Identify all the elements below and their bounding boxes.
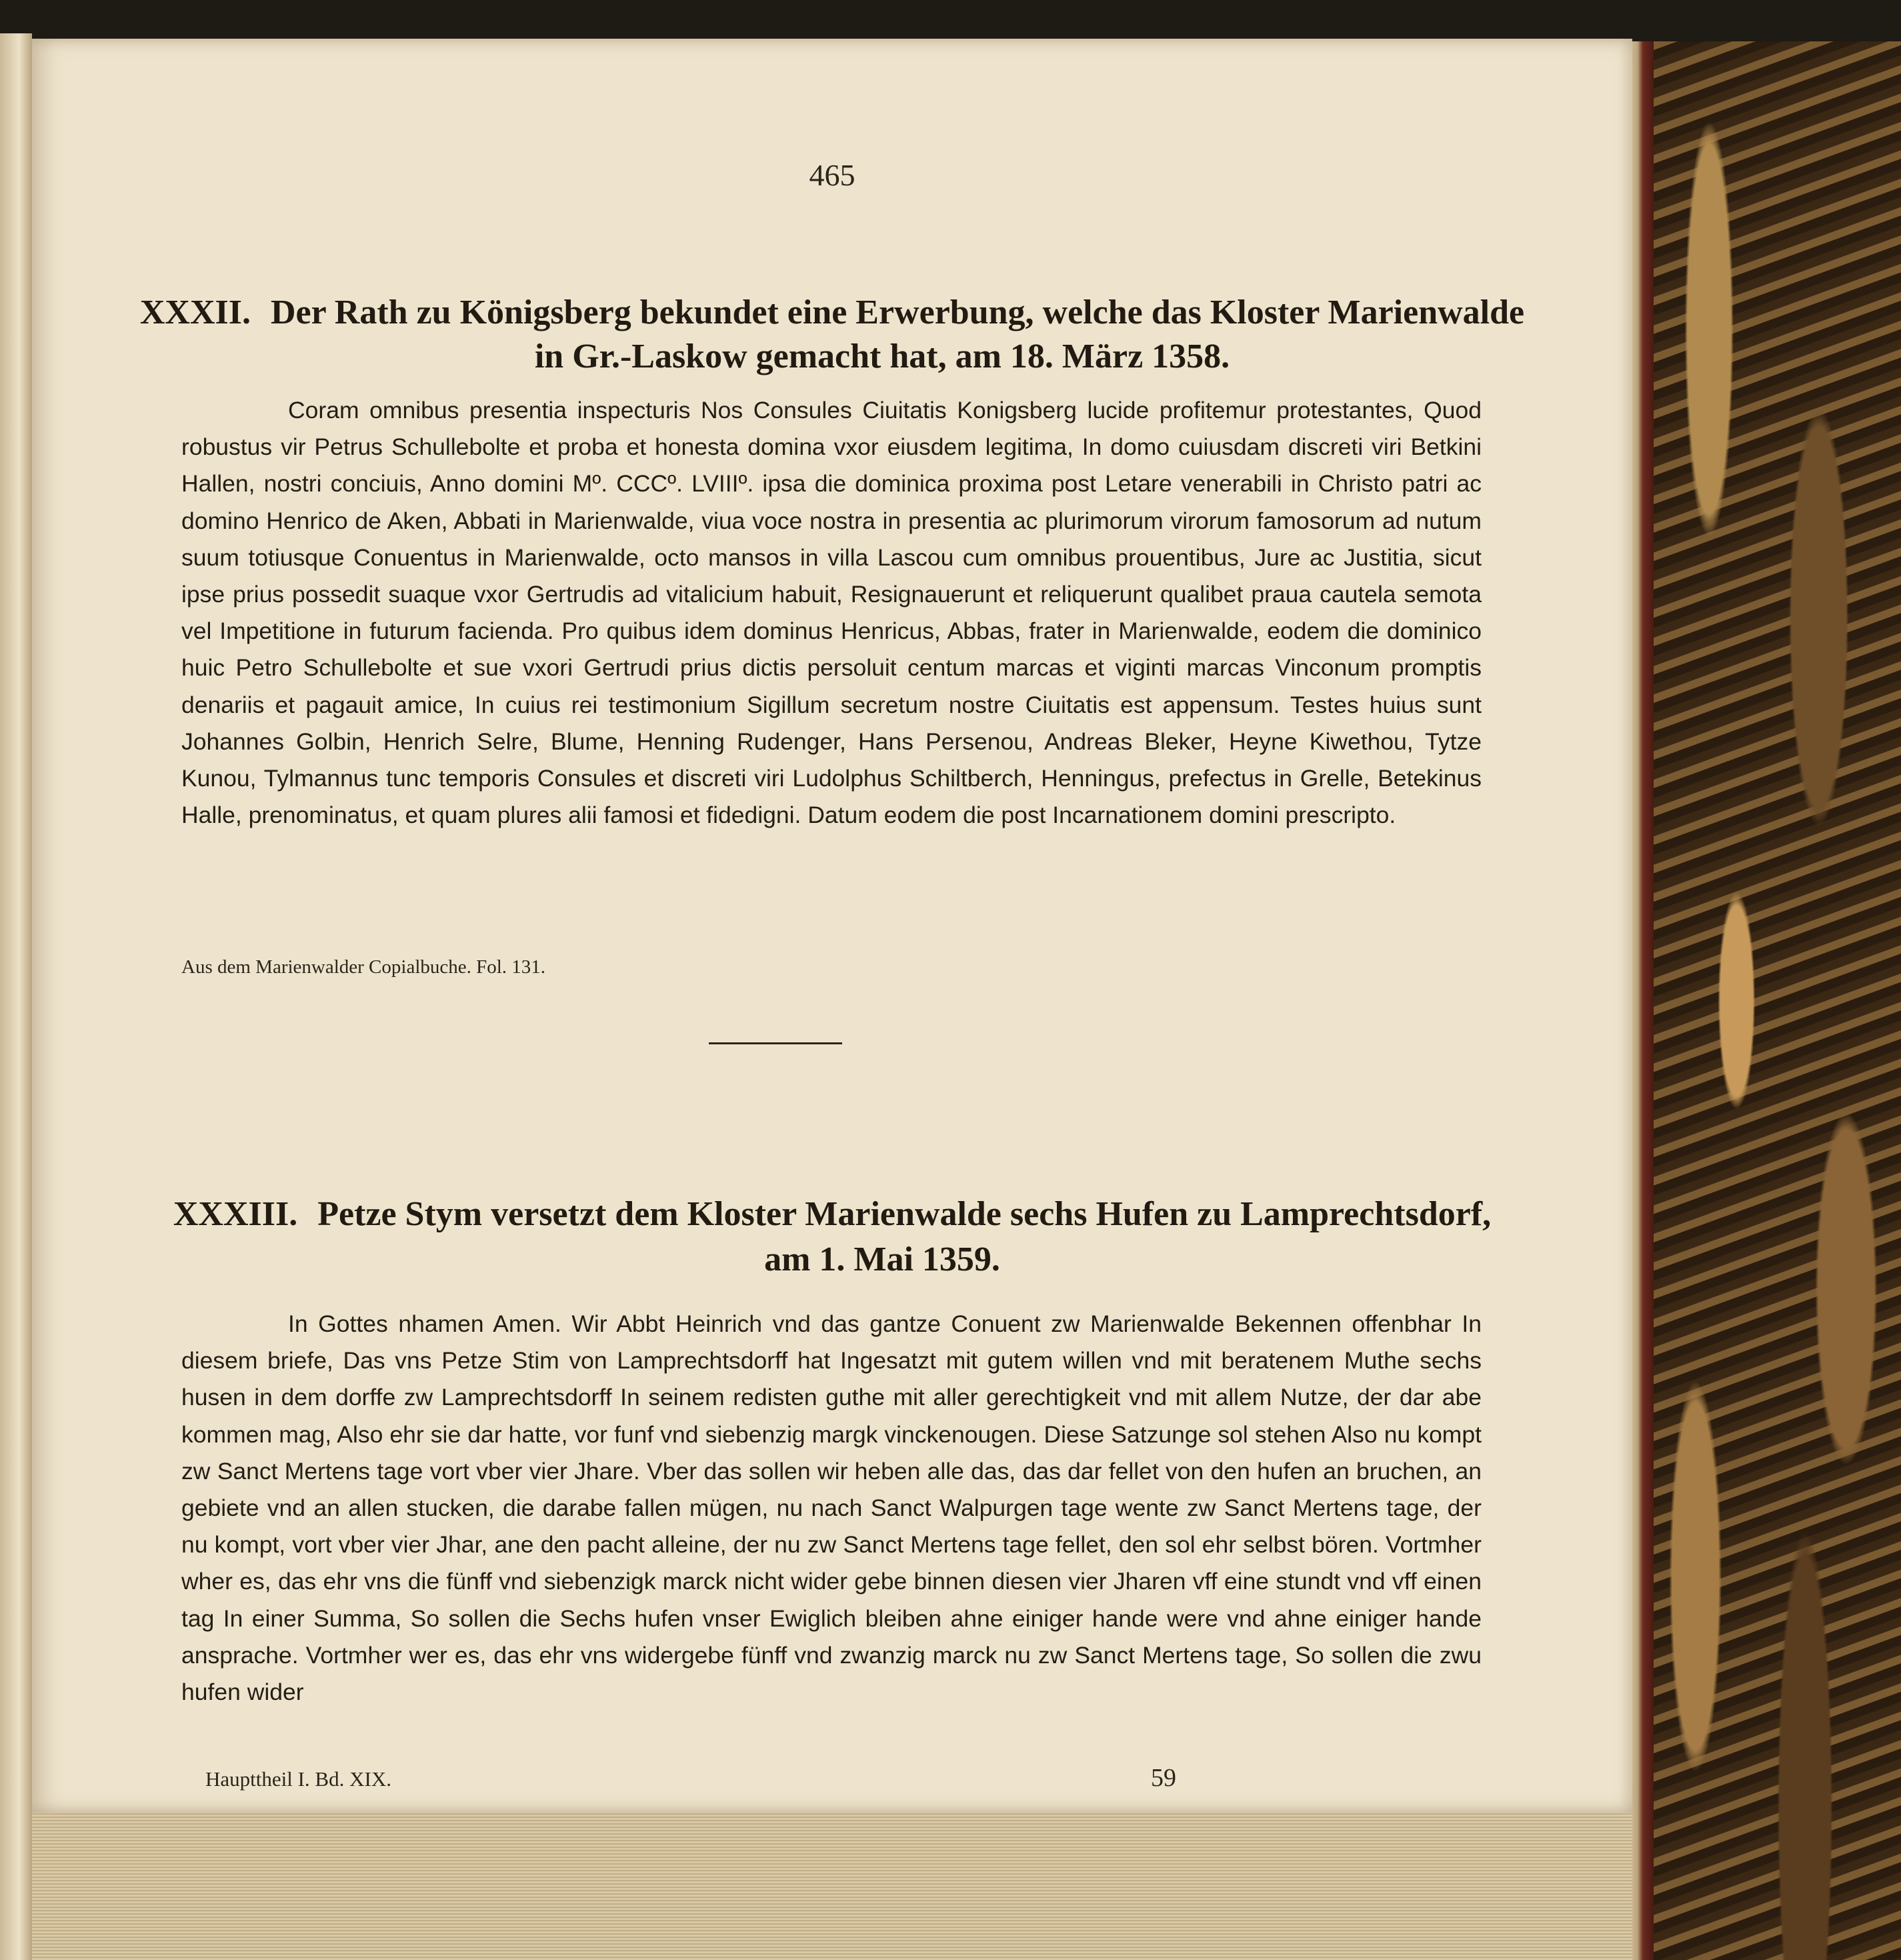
doc1-source-note: Aus dem Marienwalder Copialbuche. Fol. 131. [181,956,546,978]
section-divider [709,1042,842,1044]
doc1-title-line1: Der Rath zu Königsberg bekundet eine Erwerbung, welche das Kloster Marienwalde [271,293,1525,331]
page-stack-edge [32,1801,1632,1960]
doc2-title-line2: am 1. Mai 1359. [764,1240,1000,1278]
doc1-heading-line1 [32,291,1632,335]
doc1-title-line2: in Gr.-Laskow gemacht hat, am 18. März 1358. [534,337,1230,375]
doc2-number: XXXIII. [173,1195,298,1233]
facing-page-edge [0,33,32,1960]
marbled-cover [1627,41,1901,1960]
doc1-number: XXXII. [139,293,251,331]
footer-sheet-number: 59 [1151,1764,1176,1792]
footer-signature: Haupttheil I. Bd. XIX. [205,1767,391,1791]
doc2-title-line1: Petze Stym versetzt dem Kloster Marienwalde sechs Hufen zu Lamprechtsdorf, [317,1195,1492,1233]
doc1-body: Coram omnibus presentia inspecturis Nos Consules Ciuitatis Konigsberg lucide profitemur protestantes, Quod robustus vir Petrus Schullebolte et proba et honesta domina vxor eiusdem legitima, In domo cuiusdam discreti viri Betkini Hallen, nostri conciuis, Anno domini Mº. CCCº. LVIIIº. ipsa die dominica proxima post Letare venerabili in Christo patri ac domino Henrico de Aken, Abbati in Marienwalde, viua voce nostra in presentia ac plurimorum virorum famosorum ad nutum suum totiusque Conuentus in Marienwalde, octo mansos in villa Lascou cum omnibus prouentibus, Jure ac Justitia, sicut ipse prius possedit suaque vxor Gertrudis ad vitalicium habuit, Resignauerunt et reliquerunt qualibet praua cautela semota vel Impetitione in futurum facienda. Pro quibus idem dominus Henricus, Abbas, frater in Marienwalde, eodem die dominico huic Petro Schullebolte et sue vxori Gertrudi prius dictis persoluit centum marcas et viginti marcas Vinconum promptis denariis et pagauit amice, In cuius rei testimonium Sigillum secretum nostre Ciuitatis est appensum. Testes huius sunt Johannes Golbin, Henrich Selre, Blume, Henning Rudenger, Hans Persenou, Andreas Bleker, Heyne Kiwethou, Tytze Kunou, Tylmannus tunc temporis Consules et discreti viri Ludolphus Schiltberch, Henningus, prefectus in Grelle, Betekinus Halle, prenominatus, et quam plures alii famosi et fidedigni. Datum eodem die post Incarnationem domini prescripto. [181,397,1482,829]
book-page [32,39,1632,1813]
doc2-body: In Gottes nhamen Amen. Wir Abbt Heinrich vnd das gantze Conuent zw Marienwalde Bekennen offenbhar In diesem briefe, Das vns Petze Stim von Lamprechtsdorff hat Ingesatzt mit gutem willen vnd mit beratenem Muthe sechs husen in dem dorffe zw Lamprechtsdorff In seinem redisten guthe mit aller gerechtigkeit vnd mit allem Nutze, der dar abe kommen mag, Also ehr sie dar hatte, vor funf vnd siebenzig margk vinckenougen. Diese Satzunge sol stehen Also nu kompt zw Sanct Mertens tage vort vber vier Jhare. Vber das sollen wir heben alle das, das dar fellet von den hufen an bruchen, an gebiete vnd an allen stucken, die darabe fallen mügen, nu nach Sanct Walpurgen tage wente zw Sanct Mertens tage, der nu kompt, vort vber vier Jhar, ane den pacht alleine, der nu zw Sanct Mertens tage fellet, den sol ehr selbst bören. Vortmher wher es, das ehr vns die fünff vnd siebenzigk marck nicht wider gebe binnen diesen vier Jharen vff eine stundt vnd vff einen tag In einer Summa, So sollen die Sechs hufen vnser Ewiglich bleiben ahne einiger hande were vnd ahne einiger hande ansprache. Vortmher wer es, das ehr vns widergebe fünff vnd zwanzig marck nu zw Sanct Mertens tage, So sollen die zwu hufen wider [181,1310,1482,1706]
page-number: 465 [809,158,855,192]
doc2-heading-line1 [32,1192,1632,1236]
